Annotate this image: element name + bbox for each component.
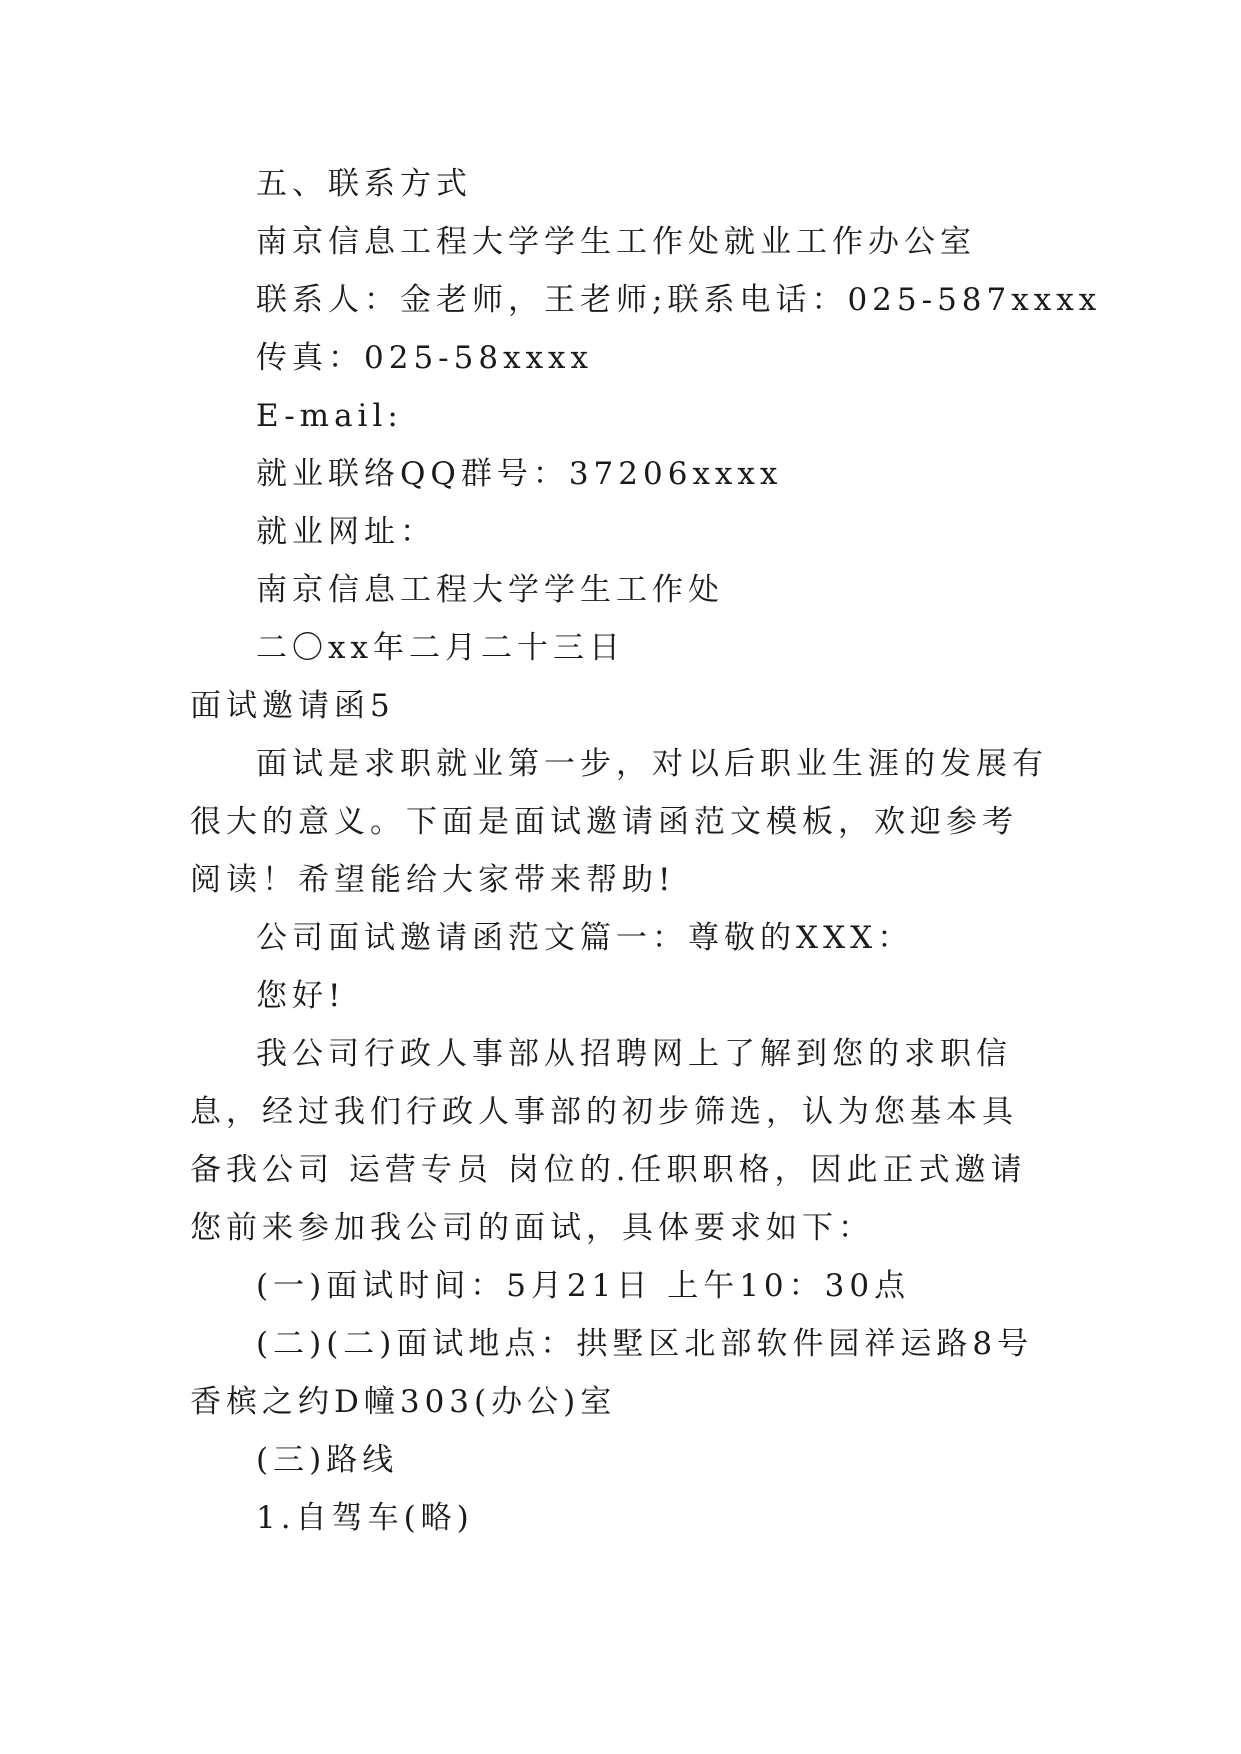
body-paragraph: 我公司行政人事部从招聘网上了解到您的求职信息，经过我们行政人事部的初步筛选，认为您基本具备我公司 运营专员 岗位的.任职职格，因此正式邀请您前来参加我公司的面试，具体要求如下： [190, 1036, 1027, 1246]
signature: 南京信息工程大学学生工作处 [256, 572, 724, 608]
contact-phone: 联系人：金老师，王老师;联系电话：025-587xxxx [256, 282, 1102, 318]
email: E-mail: [256, 398, 403, 434]
office-name: 南京信息工程大学学生工作处就业工作办公室 [256, 224, 976, 260]
greeting: 您好! [256, 978, 346, 1014]
salutation: 公司面试邀请函范文篇一：尊敬的XXX： [256, 920, 914, 956]
section-heading-contact: 五、联系方式 [256, 166, 472, 202]
website: 就业网址： [256, 514, 436, 550]
fax: 传真：025-58xxxx [256, 340, 594, 376]
document-body [190, 155, 1102, 1547]
qq-group: 就业联络QQ群号：37206xxxx [256, 456, 783, 492]
intro-paragraph: 面试是求职就业第一步，对以后职业生涯的发展有很大的意义。下面是面试邀请函范文模板，欢迎参考阅读！希望能给大家带来帮助! [190, 746, 1048, 898]
letter-title: 面试邀请函5 [190, 688, 395, 724]
date: 二〇xx年二月二十三日 [256, 630, 625, 666]
list-item-drive: 1.自驾车(略) [256, 1500, 474, 1536]
list-item-location: (二)(二)面试地点：拱墅区北部软件园祥运路8号香槟之约D幢303(办公)室 [190, 1326, 1034, 1420]
list-item-time: (一)面试时间：5月21日 上午10：30点 [256, 1268, 911, 1304]
list-item-route: (三)路线 [256, 1442, 399, 1478]
